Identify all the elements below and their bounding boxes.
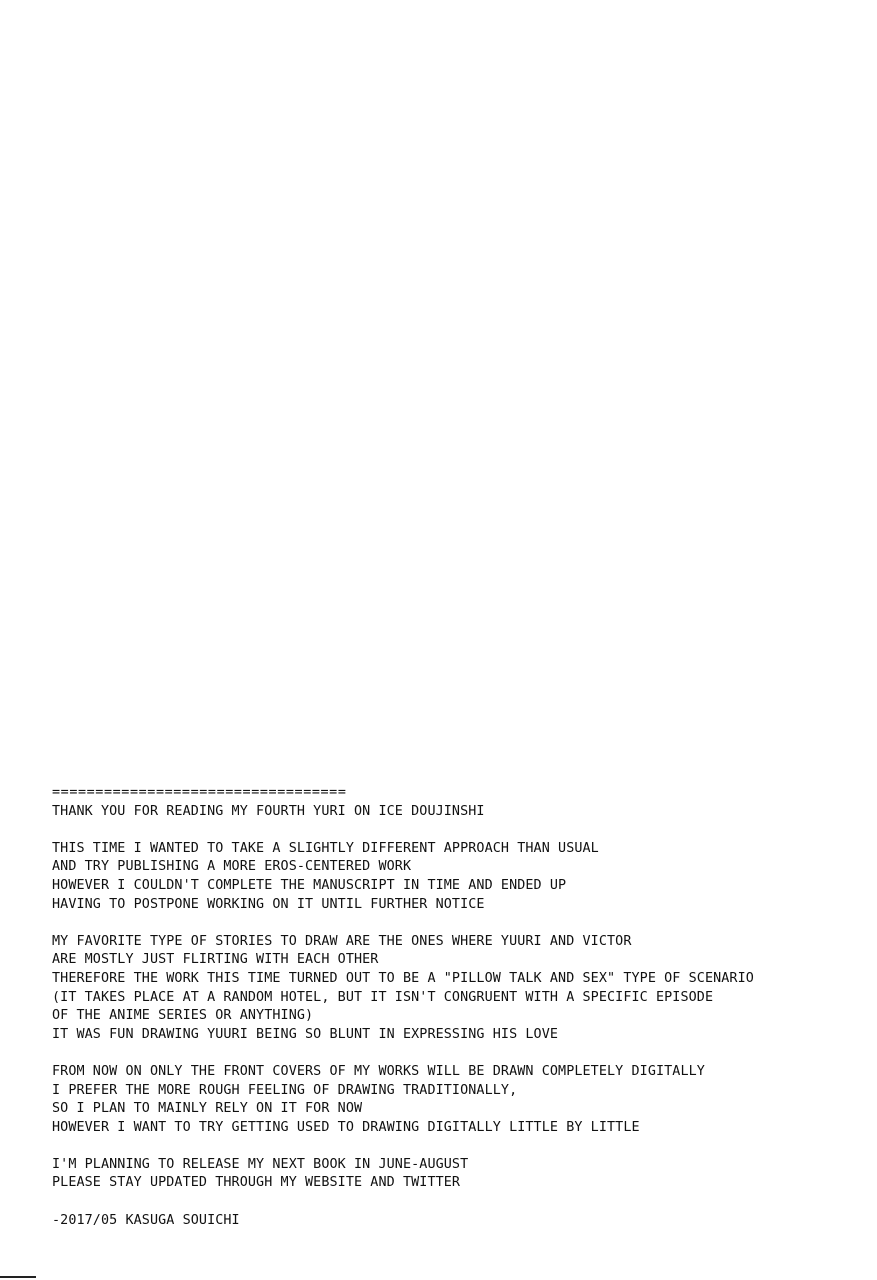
- paragraph-line: PLEASE STAY UPDATED THROUGH MY WEBSITE AND TWITTER: [52, 1175, 461, 1191]
- paragraph-line: HAVING TO POSTPONE WORKING ON IT UNTIL FURTHER NOTICE: [52, 896, 485, 912]
- paragraph-line: IT WAS FUN DRAWING YUURI BEING SO BLUNT IN EXPRESSING HIS LOVE: [52, 1026, 559, 1042]
- paragraph-4: [52, 1156, 867, 1193]
- paragraph-line: SO I PLAN TO MAINLY RELY ON IT FOR NOW: [52, 1101, 363, 1117]
- paragraph-line: MY FAVORITE TYPE OF STORIES TO DRAW ARE THE ONES WHERE YUURI AND VICTOR: [52, 933, 632, 949]
- paragraph-gap: [52, 1137, 867, 1156]
- paragraph-2: [52, 933, 867, 1045]
- paragraph-line: I PREFER THE MORE ROUGH FEELING OF DRAWING TRADITIONALLY,: [52, 1082, 518, 1098]
- paragraph-line: THIS TIME I WANTED TO TAKE A SLIGHTLY DIFFERENT APPROACH THAN USUAL: [52, 840, 599, 856]
- paragraph-line: HOWEVER I WANT TO TRY GETTING USED TO DRAWING DIGITALLY LITTLE BY LITTLE: [52, 1119, 640, 1135]
- paragraph-3: [52, 1063, 867, 1137]
- paragraph-gap: [52, 1193, 867, 1212]
- divider-line: ==================================: [52, 785, 347, 800]
- paragraph-line: THEREFORE THE WORK THIS TIME TURNED OUT TO BE A "PILLOW TALK AND SEX" TYPE OF SCENARIO: [52, 970, 754, 986]
- thanks-line: THANK YOU FOR READING MY FOURTH YURI ON ICE DOUJINSHI: [52, 803, 485, 819]
- afterword-text-block: [52, 784, 867, 1230]
- paragraph-gap: [52, 1044, 867, 1063]
- paragraph-line: ARE MOSTLY JUST FLIRTING WITH EACH OTHER: [52, 952, 379, 968]
- paragraph-line: OF THE ANIME SERIES OR ANYTHING): [52, 1008, 314, 1024]
- paragraph-line: AND TRY PUBLISHING A MORE EROS-CENTERED WORK: [52, 859, 412, 875]
- paragraph-line: HOWEVER I COULDN'T COMPLETE THE MANUSCRIPT IN TIME AND ENDED UP: [52, 877, 567, 893]
- page-edge-mark: [0, 1276, 36, 1278]
- paragraph-1: [52, 840, 867, 914]
- paragraph-line: FROM NOW ON ONLY THE FRONT COVERS OF MY WORKS WILL BE DRAWN COMPLETELY DIGITALLY: [52, 1063, 705, 1079]
- paragraph-gap: [52, 914, 867, 933]
- paragraph-gap: [52, 821, 867, 840]
- paragraph-line: I'M PLANNING TO RELEASE MY NEXT BOOK IN JUNE-AUGUST: [52, 1156, 469, 1172]
- paragraph-line: (IT TAKES PLACE AT A RANDOM HOTEL, BUT IT ISN'T CONGRUENT WITH A SPECIFIC EPISODE: [52, 989, 714, 1005]
- signature-line: -2017/05 KASUGA SOUICHI: [52, 1212, 240, 1228]
